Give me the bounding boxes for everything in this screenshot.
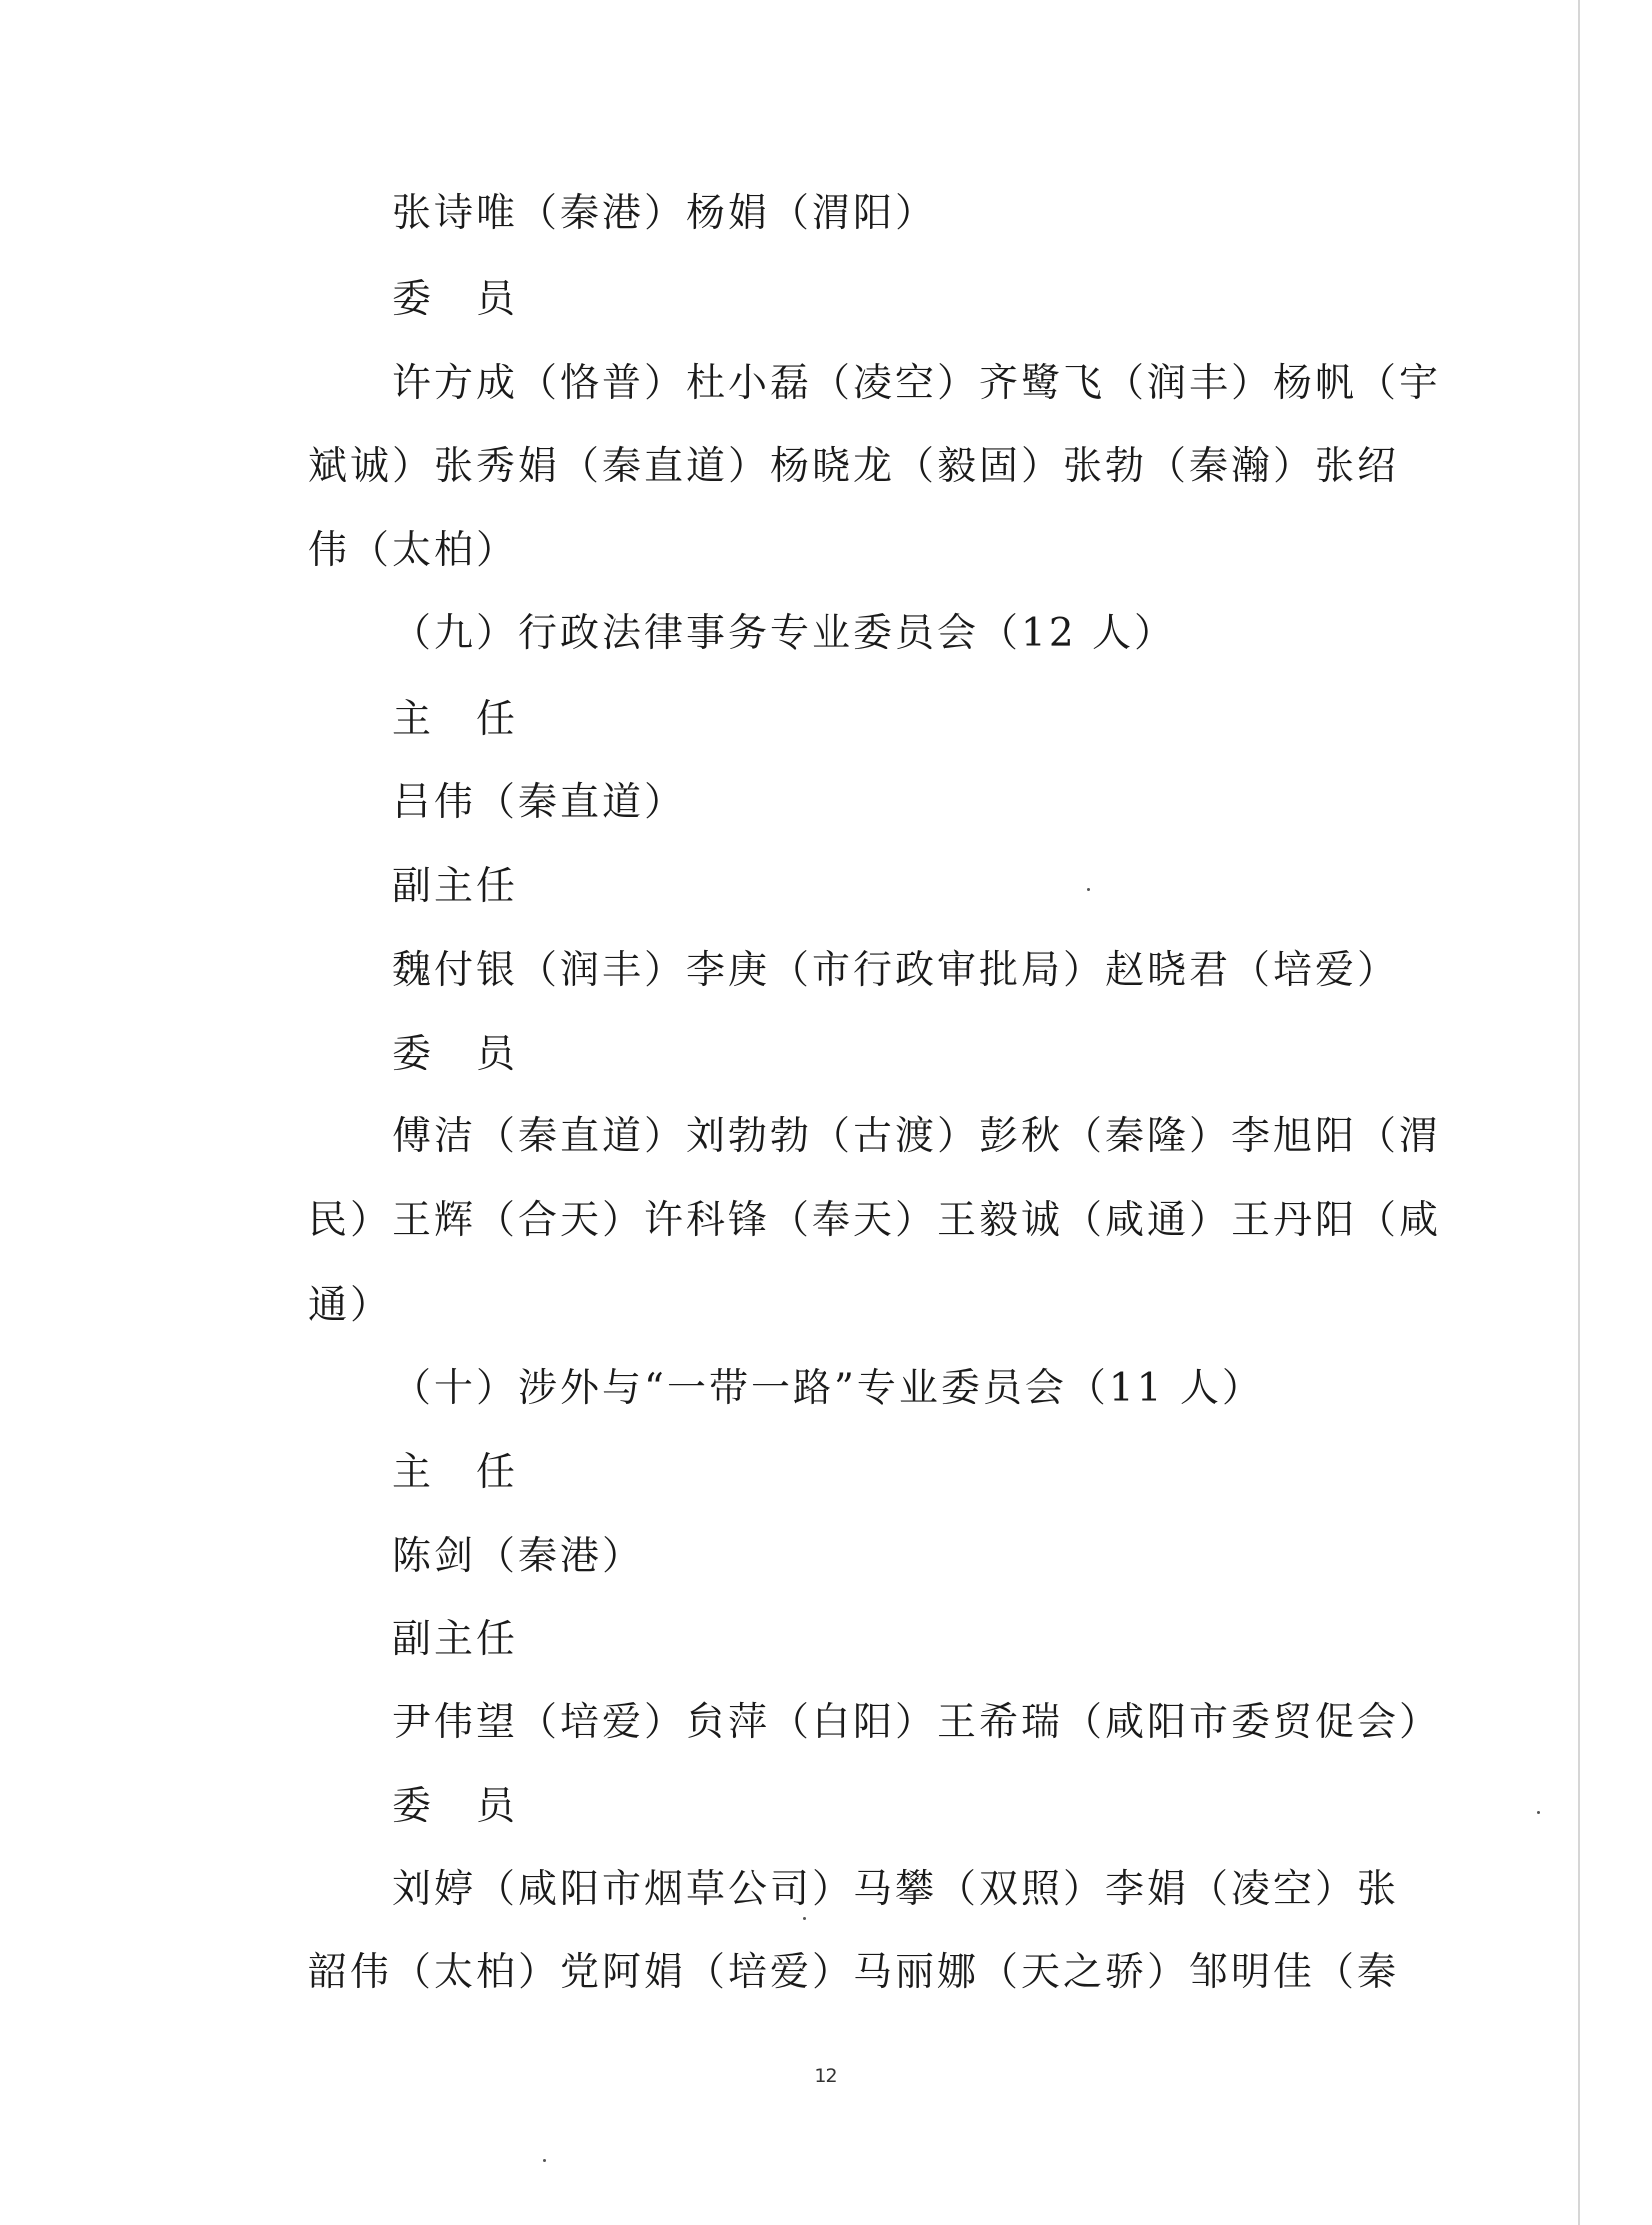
- role-label: 主 任: [392, 1450, 519, 1495]
- text-line: 刘婷（咸阳市烟草公司）马攀（双照）李娟（凌空）张: [392, 1867, 1400, 1912]
- role-label: 委 员: [392, 1784, 519, 1829]
- text-line: 通）: [308, 1283, 393, 1328]
- text-line: 傅洁（秦直道）刘勃勃（古渡）彭秋（秦隆）李旭阳（渭: [392, 1114, 1442, 1159]
- scan-edge-line: [1578, 0, 1580, 2225]
- text-line: 张诗唯（秦港）杨娟（渭阳）: [392, 191, 938, 236]
- section-heading: （十）涉外与“一带一路”专业委员会（11 人）: [392, 1366, 1264, 1411]
- text-line: 斌诚）张秀娟（秦直道）杨晓龙（毅固）张勃（秦瀚）张绍: [308, 444, 1400, 489]
- role-label: 副主任: [392, 864, 519, 909]
- text-line: 伟（太柏）: [308, 528, 519, 573]
- text-line: 吕伟（秦直道）: [392, 780, 687, 825]
- text-line: 韶伟（太柏）党阿娟（培爱）马丽娜（天之骄）邹明佳（秦: [308, 1950, 1400, 1995]
- scan-speck: [1087, 888, 1090, 891]
- page-number: 12: [814, 2065, 838, 2087]
- role-label: 委 员: [392, 1032, 519, 1077]
- text-line: 民）王辉（合天）许科锋（奉天）王毅诚（咸通）王丹阳（咸: [308, 1198, 1442, 1243]
- role-label: 委 员: [392, 277, 519, 322]
- section-heading: （九）行政法律事务专业委员会（12 人）: [392, 611, 1177, 656]
- scan-speck: [543, 2159, 546, 2162]
- role-label: 主 任: [392, 697, 519, 742]
- role-label: 副主任: [392, 1617, 519, 1662]
- text-line: 许方成（恪普）杜小磊（凌空）齐鹭飞（润丰）杨帆（宇: [392, 361, 1442, 406]
- scan-speck: [1537, 1811, 1540, 1814]
- text-line: 魏付银（润丰）李庚（市行政审批局）赵晓君（培爱）: [392, 948, 1400, 993]
- scan-speck: [803, 1917, 806, 1920]
- text-line: 陈剑（秦港）: [392, 1534, 645, 1579]
- text-line: 尹伟望（培爱）贠萍（白阳）王希瑞（咸阳市委贸促会）: [392, 1700, 1442, 1745]
